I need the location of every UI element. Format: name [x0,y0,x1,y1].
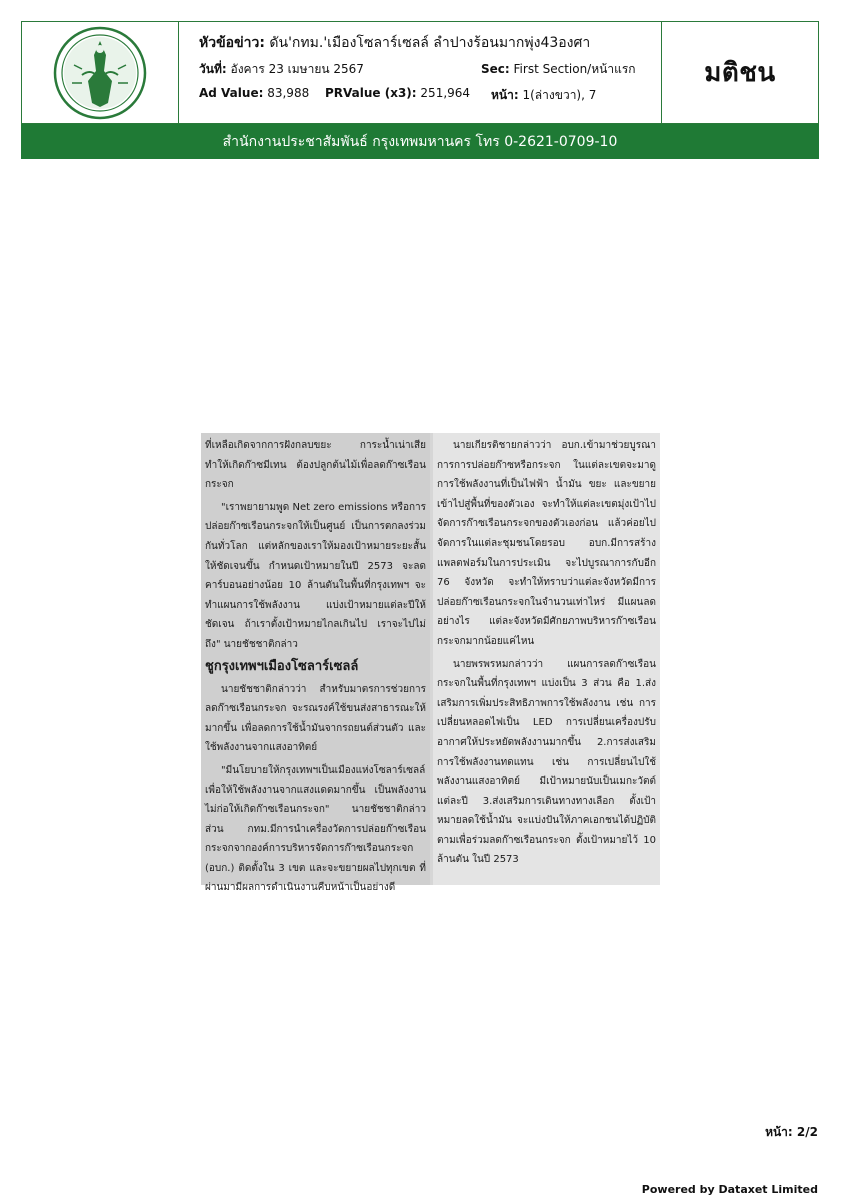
publication-cell [662,22,818,123]
date-field [199,60,364,79]
article-subheading: ชูกรุงเทพฯเมืองโซลาร์เซลล์ [205,658,359,674]
news-clipping [201,433,660,894]
article-paragraph: "มีนโยบายให้กรุงเทพฯเป็นเมืองแห่งโซลาร์เซลล์ เพื่อให้ใช้พลังงานจากแสงแดดมากขึ้น เป็นพลังงานไม่ก่อให้เกิดก๊าซเรือนกระจก" นายชัชชาติกล่าว ส่วน กทม.มีการนำเครื่องวัดการปล่อยก๊าซเรือนกระจกจากองค์การบริหารจัดการก๊าซเรือนกระจก (อบก.) ติดตั้งใน 3 เขต และจะขยายผลไปทุกเขต ที่ผ่านมามีผลการดำเนินงานคืบหน้าเป็นอย่างดี [205,764,426,894]
article-column-right [433,433,660,885]
section-field [481,60,636,79]
clipping-info [179,22,662,123]
page-counter [765,1123,818,1142]
contact-banner-text: สำนักงานประชาสัมพันธ์ กรุงเทพมหานคร โทร 0-2621-0709-10 [222,133,618,150]
article-paragraph: ที่เหลือเกิดจากการฝังกลบขยะ การะน้ำเน่าเสีย ทำให้เกิดก๊าซมีเทน ต้องปลูกต้นไม้เพื่อลดก๊าซเรือนกระจก [205,440,426,491]
headline-text: ดัน'กทม.'เมืองโซลาร์เซลล์ ลำปางร้อนมากพุ่ง43องศา [269,35,591,51]
date-value: อังคาร 23 เมษายน 2567 [230,62,364,76]
powered-by-credit: Powered by Dataxet Limited [641,1183,818,1196]
publication-name: มติชน [704,58,776,88]
headline-line [199,32,661,54]
ad-value: 83,988 [267,86,310,100]
section-label: Sec: [481,62,510,76]
page-counter-value: 2/2 [796,1125,818,1139]
article-paragraph: นายชัชชาติกล่าวว่า สำหรับมาตรการช่วยการลดก๊าซเรือนกระจก จะรณรงค์ใช้ขนส่งสาธารณะให้มากขึ้น เพื่อลดการใช้น้ำมันจากรถยนต์ส่วนตัว และใช้พลังงานจากแสงอาทิตย์ [205,683,426,754]
pr-value-label: PRValue (x3): [325,86,417,100]
page-value: 1(ล่างขวา), 7 [522,88,597,102]
ad-value-label: Ad Value: [199,86,264,100]
page-label: หน้า: [491,88,519,102]
bma-seal-logo [52,25,148,121]
date-label: วันที่: [199,62,227,76]
value-row [199,86,661,108]
article-paragraph: "เราพยายามพูด Net zero emissions หรือการปล่อยก๊าซเรือนกระจกให้เป็นศูนย์ เป็นการตกลงร่วมกันทั่วโลก แต่หลักของเราให้มองเป้าหมายระยะสั้นให้ชัดเจนขึ้น กำหนดเป้าหมายในปี 2573 จะลดคาร์บอนอย่างน้อย 10 ล้านตันในพื้นที่กรุงเทพฯ จะทำแผนการใช้พลังงาน แบ่งเป้าหมายแต่ละปีให้ชัดเจน ถ้าเราตั้งเป้าหมายไกลเกินไป เราจะไปไม่ถึง" นายชัชชาติกล่าว [205,501,426,650]
pr-value-field [325,86,470,100]
page-counter-label: หน้า: [765,1125,793,1139]
date-section-row [199,60,661,82]
pr-value: 251,964 [420,86,471,100]
logo-cell [22,22,179,123]
article-column-left [201,433,430,894]
section-value: First Section/หน้าแรก [513,62,636,76]
contact-banner [21,124,819,159]
article-paragraph: นายพรพรหมกล่าวว่า แผนการลดก๊าซเรือนกระจกในพื้นที่กรุงเทพฯ แบ่งเป็น 3 ส่วน คือ 1.ส่งเสริมการเพิ่มประสิทธิภาพการใช้พลังงาน เช่น การเปลี่ยนหลอดไฟเป็น LED การเปลี่ยนเครื่องปรับอากาศให้ประหยัดพลังงานมากขึ้น 2.การส่งเสริมการใช้พลังงานทดแทน เช่น การเปลี่ยนไปใช้พลังงานแสงอาทิตย์ มีเป้าหมายนับเป็นเมกะวัตต์แต่ละปี 3.ส่งเสริมการเดินทางทางเลือก ตั้งเป้าหมายลดใช้น้ำมัน จะแบ่งปันให้ภาคเอกชนได้ปฏิบัติตามเพื่อร่วมลดก๊าซเรือนกระจก ตั้งเป้าหมายไว้ 10 ล้านตัน ในปี 2573 [437,658,656,866]
page-field [491,86,596,105]
headline-label: หัวข้อข่าว: [199,35,265,51]
ad-value-field [199,86,309,100]
clipping-header [21,21,819,124]
article-paragraph: นายเกียรติชายกล่าวว่า อบก.เข้ามาช่วยบูรณาการการปล่อยก๊าซหรือกระจก ในแต่ละเขตจะมาดูการใช้พลังงานที่เป็นไฟฟ้า น้ำมัน ขยะ และขยายเข้าไปสู่พื้นที่ของตัวเอง จะทำให้แต่ละเขตมุ่งเป้าไปจัดการก๊าซเรือนกระจกของตัวเองก่อน แล้วค่อยไปจัดการในแต่ละชุมชนโดยรอบ อบก.มีการสร้างแพลตฟอร์มในการประเมิน จะไปบูรณาการกับอีก 76 จังหวัด จะทำให้ทราบว่าแต่ละจังหวัดมีการปล่อยก๊าซเรือนกระจกในจำนวนเท่าไหร่ มีแผนลดอย่างไร แต่ละจังหวัดมีศักยภาพบริหารก๊าซเรือนกระจกมากน้อยแค่ไหน [437,440,656,647]
